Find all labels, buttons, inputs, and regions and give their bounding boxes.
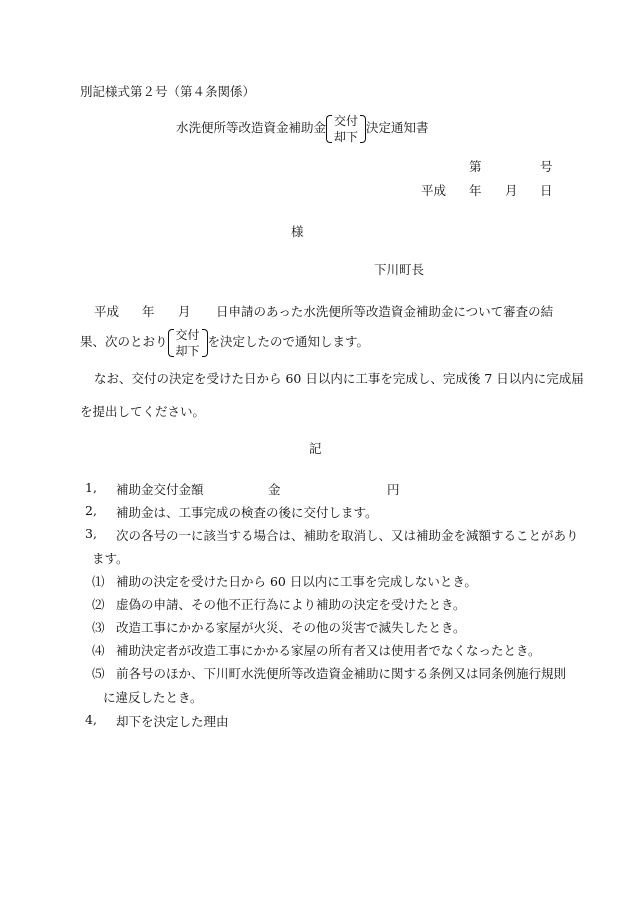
number-suffix: 号	[540, 159, 553, 174]
p2-option-2: 却下	[175, 343, 200, 358]
subitem-1-text: 補助の決定を受けた日から 60 日以内に工事を完成しないとき。	[116, 574, 477, 589]
subitem-5-num: ⑸	[92, 666, 105, 681]
subitem-3-num: ⑶	[92, 620, 105, 635]
item-2-text: 補助金は、工事完成の検査の後に交付します。	[116, 505, 378, 520]
p2-after: を決定したので通知します。	[207, 334, 370, 349]
title-option-2: 却下	[334, 129, 359, 144]
sender-name: 下川町長	[374, 262, 425, 277]
subitem-2-text: 虚偽の申請、その他不正行為により補助の決定を受けたとき。	[116, 597, 466, 612]
date-year: 年	[469, 183, 482, 198]
p2-option-1: 交付	[175, 327, 200, 342]
addressee-suffix: 様	[291, 224, 304, 239]
date-day: 日	[540, 183, 553, 198]
p2-option-bracket	[168, 327, 208, 359]
p1-rest: 日申請のあった水洗便所等改造資金補助金について審査の結	[216, 304, 554, 319]
item-3-text: 次の各号の一に該当する場合は、補助を取消し、又は補助金を減額することがあり	[116, 528, 579, 543]
item-3-cont: ます。	[92, 551, 129, 566]
subitem-2-num: ⑵	[92, 597, 105, 612]
item-4-text: 却下を決定した理由	[116, 714, 229, 729]
item-4-num: 4,	[85, 712, 97, 727]
subitem-4-num: ⑷	[92, 643, 105, 658]
item-1-num: 1,	[85, 480, 97, 495]
date-month: 月	[505, 183, 518, 198]
subitem-3-text: 改造工事にかかる家屋が火災、その他の災害で滅失したとき。	[116, 620, 466, 635]
ki-heading: 記	[309, 441, 322, 456]
subitem-4-text: 補助決定者が改造工事にかかる家屋の所有者又は使用者でなくなったとき。	[116, 643, 541, 658]
item-1-kin: 金	[268, 482, 281, 497]
body-paragraph-4: を提出してください。	[80, 404, 206, 419]
document-title	[176, 110, 429, 146]
p1-month: 月	[178, 304, 191, 319]
title-before: 水洗便所等改造資金補助金	[176, 120, 327, 135]
form-label: 別記様式第２号（第４条関係）	[80, 84, 256, 99]
title-option-1: 交付	[334, 113, 359, 128]
p2-before: 果、次のとおり	[80, 334, 168, 349]
title-after: 決定通知書	[366, 120, 429, 135]
item-1-label: 補助金交付金額	[116, 482, 204, 497]
subitem-5-text: 前各号のほか、下川町水洗便所等改造資金補助に関する条例又は同条例施行規則	[116, 666, 567, 681]
p1-year: 年	[142, 304, 155, 319]
number-prefix: 第	[469, 159, 482, 174]
body-paragraph-3: なお、交付の決定を受けた日から 60 日以内に工事を完成し、完成後 7 日以内に完成届	[94, 371, 584, 386]
date-era: 平成	[421, 183, 447, 198]
title-option-bracket	[326, 113, 366, 145]
item-1-yen: 円	[387, 482, 400, 497]
p1-era: 平成	[94, 304, 120, 319]
subitem-1-num: ⑴	[92, 574, 105, 589]
body-paragraph-2	[80, 324, 369, 360]
subitem-5-cont: に違反したとき。	[103, 690, 203, 705]
item-3-num: 3,	[85, 526, 97, 541]
item-2-num: 2,	[85, 503, 97, 518]
